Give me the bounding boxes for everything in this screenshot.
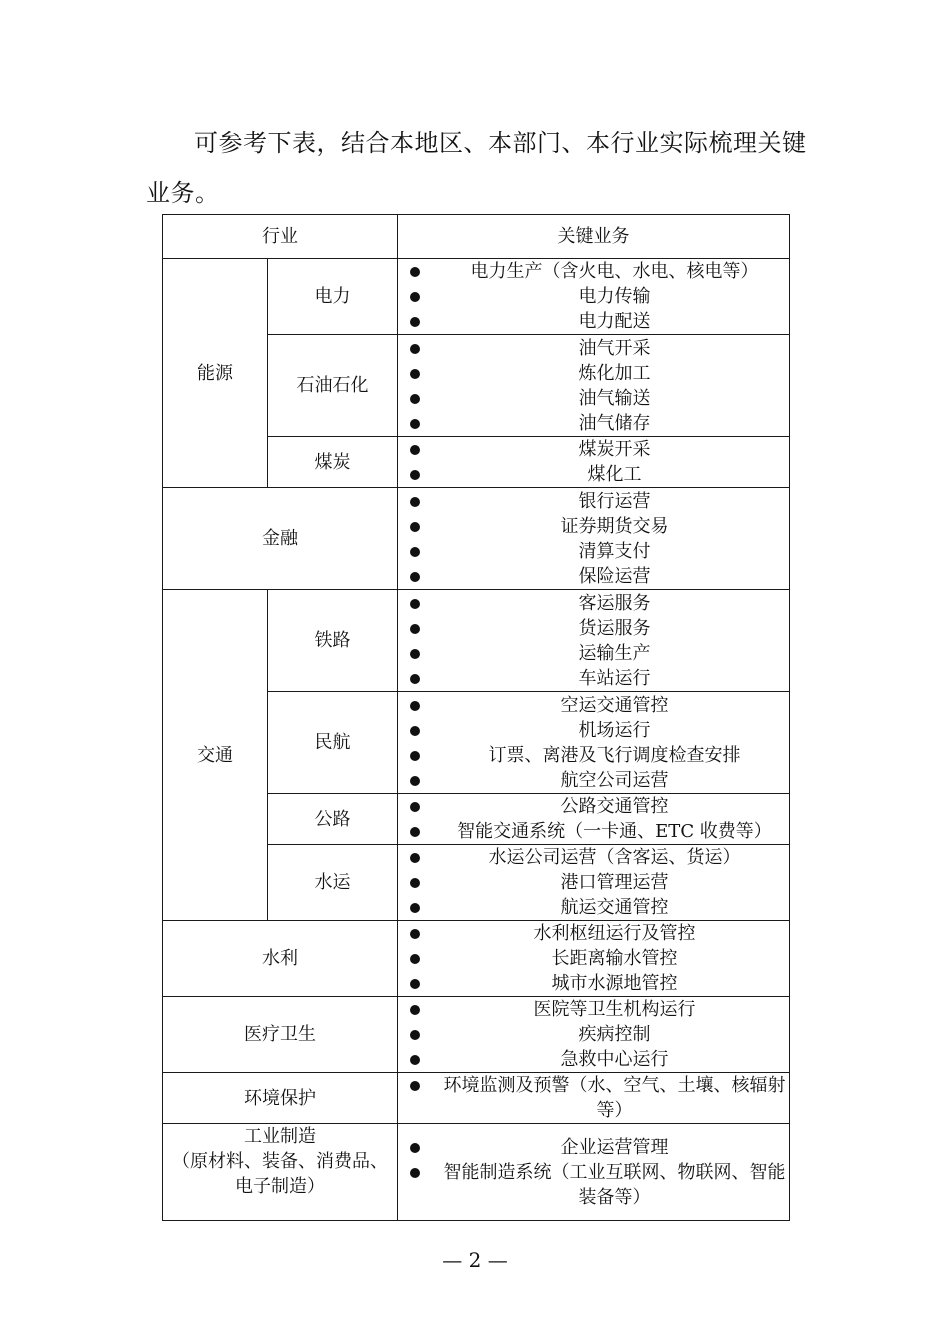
business-list: [398, 845, 789, 920]
industry-water-resources: 水利: [163, 921, 398, 997]
bullet-icon: [410, 344, 420, 354]
business-item-text: 煤炭开采: [578, 439, 651, 460]
bullet-icon: [410, 1081, 420, 1091]
business-item-text: 煤化工: [587, 464, 642, 485]
bullet-icon: [410, 317, 420, 327]
bullet-icon: [410, 624, 420, 634]
business-list: [398, 997, 789, 1072]
bullet-icon: [410, 394, 420, 404]
subindustry-power: 电力: [268, 259, 398, 335]
business-item-text: 港口管理运营: [560, 872, 669, 893]
business-cell: [398, 794, 790, 845]
business-item-text: 智能交通系统（一卡通、ETC 收费等）: [457, 821, 772, 842]
business-item-text: 清算支付: [578, 540, 651, 562]
bullet-icon: [410, 369, 420, 379]
list-item: [398, 1022, 789, 1047]
business-item-text: 急救中心运行: [560, 1049, 669, 1070]
bullet-icon: [410, 827, 420, 837]
table-row: [163, 488, 790, 590]
business-cell: [398, 335, 790, 437]
list-item: [398, 1073, 789, 1123]
business-list: [398, 794, 789, 844]
list-item: [398, 794, 789, 819]
table-row: [163, 921, 790, 997]
bullet-icon: [410, 776, 420, 786]
business-item-text: 货运服务: [578, 617, 651, 639]
bullet-icon: [410, 547, 420, 557]
business-item-text: 油气输送: [578, 387, 651, 409]
industry-finance: 金融: [163, 488, 398, 590]
business-cell: [398, 692, 790, 794]
bullet-icon: [410, 929, 420, 939]
business-item-text: 电力生产（含火电、水电、核电等）: [470, 261, 759, 282]
business-cell: [398, 1073, 790, 1124]
business-cell: [398, 921, 790, 997]
list-item: [398, 997, 789, 1022]
business-item-text: 城市水源地管控: [551, 973, 678, 994]
business-item-text: 电力传输: [578, 286, 651, 307]
bullet-icon: [410, 1055, 420, 1065]
bullet-icon: [410, 954, 420, 964]
list-item: [398, 284, 789, 309]
subindustry-coal: 煤炭: [268, 437, 398, 488]
list-item: [398, 591, 789, 616]
list-item: [398, 921, 789, 946]
business-list: [398, 489, 789, 589]
bullet-icon: [410, 292, 420, 302]
list-item: [398, 259, 789, 284]
list-item: [398, 564, 789, 589]
list-item: [398, 743, 789, 768]
page-number: — 2 —: [442, 1248, 508, 1272]
list-item: [398, 616, 789, 641]
business-item-text: 机场运行: [578, 719, 651, 741]
business-item-text: 银行运营: [578, 490, 651, 512]
bullet-icon: [410, 903, 420, 913]
list-item: [398, 386, 789, 411]
list-item: [398, 336, 789, 361]
list-item: [398, 845, 789, 870]
business-item-text: 电力配送: [578, 311, 651, 332]
business-list: [398, 336, 789, 436]
subindustry-road: 公路: [268, 794, 398, 845]
subindustry-petro: 石油石化: [268, 335, 398, 437]
business-cell: [398, 845, 790, 921]
business-cell: [398, 437, 790, 488]
bullet-icon: [410, 1143, 420, 1153]
table-row: [163, 590, 790, 692]
bullet-icon: [410, 1030, 420, 1040]
bullet-icon: [410, 649, 420, 659]
bullet-icon: [410, 267, 420, 277]
subindustry-aviation: 民航: [268, 692, 398, 794]
list-item: [398, 1135, 789, 1160]
bullet-icon: [410, 1168, 420, 1178]
business-cell: [398, 488, 790, 590]
bullet-icon: [410, 445, 420, 455]
business-item-text: 水运公司运营（含客运、货运）: [488, 847, 741, 868]
bullet-icon: [410, 419, 420, 429]
list-item: [398, 946, 789, 971]
table-row: [163, 259, 790, 335]
business-item-text: 证券期货交易: [560, 515, 669, 537]
business-item-text: 企业运营管理: [560, 1136, 669, 1158]
business-item-text: 长距离输水管控: [551, 948, 678, 969]
business-list: [398, 693, 789, 793]
business-list: [398, 437, 789, 487]
table-row: [163, 1124, 790, 1221]
intro-paragraph: [146, 118, 816, 218]
business-item-text: 客运服务: [578, 592, 651, 614]
bullet-icon: [410, 701, 420, 711]
business-cell: [398, 997, 790, 1073]
business-list: [398, 591, 789, 691]
list-item: [398, 437, 789, 462]
bullet-icon: [410, 497, 420, 507]
list-item: [398, 971, 789, 996]
industry-manufacturing: [163, 1124, 398, 1221]
bullet-icon: [410, 802, 420, 812]
list-item: [398, 1160, 789, 1210]
business-item-text: 空运交通管控: [560, 694, 669, 716]
business-item-text: 疾病控制: [578, 1024, 651, 1045]
business-item-text: 航运交通管控: [560, 897, 669, 918]
list-item: [398, 895, 789, 920]
business-list: [398, 259, 789, 334]
list-item: [398, 1047, 789, 1072]
list-item: [398, 870, 789, 895]
business-item-text: 航空公司运营: [560, 769, 669, 791]
bullet-icon: [410, 1005, 420, 1015]
business-item-text: 智能制造系统（工业互联网、物联网、智能装备等）: [443, 1161, 786, 1208]
header-industry: 行业: [163, 215, 398, 259]
list-item: [398, 309, 789, 334]
bullet-icon: [410, 853, 420, 863]
business-cell: [398, 1124, 790, 1221]
business-item-text: 运输生产: [578, 642, 651, 664]
list-item: [398, 768, 789, 793]
business-item-text: 车站运行: [578, 667, 651, 689]
list-item: [398, 539, 789, 564]
header-business: 关键业务: [398, 215, 790, 259]
table-row: [163, 1073, 790, 1124]
business-list: [398, 1135, 789, 1210]
business-cell: [398, 259, 790, 335]
business-item-text: 保险运营: [578, 565, 651, 587]
bullet-icon: [410, 878, 420, 888]
subindustry-rail: 铁路: [268, 590, 398, 692]
bullet-icon: [410, 599, 420, 609]
list-item: [398, 666, 789, 691]
list-item: [398, 514, 789, 539]
intro-line-1: 可参考下表，结合本地区、本部门、本行业实际梳理关键: [194, 129, 807, 157]
industry-manufacturing-detail: （原材料、装备、消费品、电子制造）: [172, 1151, 388, 1197]
table-header-row: [163, 215, 790, 259]
bullet-icon: [410, 726, 420, 736]
table-row: [163, 997, 790, 1073]
business-item-text: 油气开采: [578, 337, 651, 359]
key-business-table: [162, 214, 790, 1221]
list-item: [398, 641, 789, 666]
list-item: [398, 411, 789, 436]
industry-environment: 环境保护: [163, 1073, 398, 1124]
business-list: [398, 1073, 789, 1123]
subindustry-water: 水运: [268, 845, 398, 921]
business-list: [398, 921, 789, 996]
industry-manufacturing-title: 工业制造: [244, 1126, 316, 1147]
intro-line-2: 业务。: [146, 179, 220, 207]
list-item: [398, 489, 789, 514]
business-item-text: 炼化加工: [578, 362, 651, 384]
business-item-text: 水利枢纽运行及管控: [533, 923, 696, 944]
industry-transport: 交通: [163, 590, 268, 921]
bullet-icon: [410, 979, 420, 989]
bullet-icon: [410, 751, 420, 761]
business-item-text: 环境监测及预警（水、空气、土壤、核辐射等）: [443, 1075, 786, 1121]
industry-energy: 能源: [163, 259, 268, 488]
bullet-icon: [410, 674, 420, 684]
bullet-icon: [410, 470, 420, 480]
business-item-text: 医院等卫生机构运行: [533, 999, 696, 1020]
business-item-text: 油气储存: [578, 412, 651, 434]
business-item-text: 订票、离港及飞行调度检查安排: [488, 744, 741, 766]
bullet-icon: [410, 572, 420, 582]
business-item-text: 公路交通管控: [560, 796, 669, 817]
list-item: [398, 361, 789, 386]
list-item: [398, 693, 789, 718]
list-item: [398, 462, 789, 487]
bullet-icon: [410, 522, 420, 532]
business-cell: [398, 590, 790, 692]
industry-health: 医疗卫生: [163, 997, 398, 1073]
list-item: [398, 819, 789, 844]
list-item: [398, 718, 789, 743]
